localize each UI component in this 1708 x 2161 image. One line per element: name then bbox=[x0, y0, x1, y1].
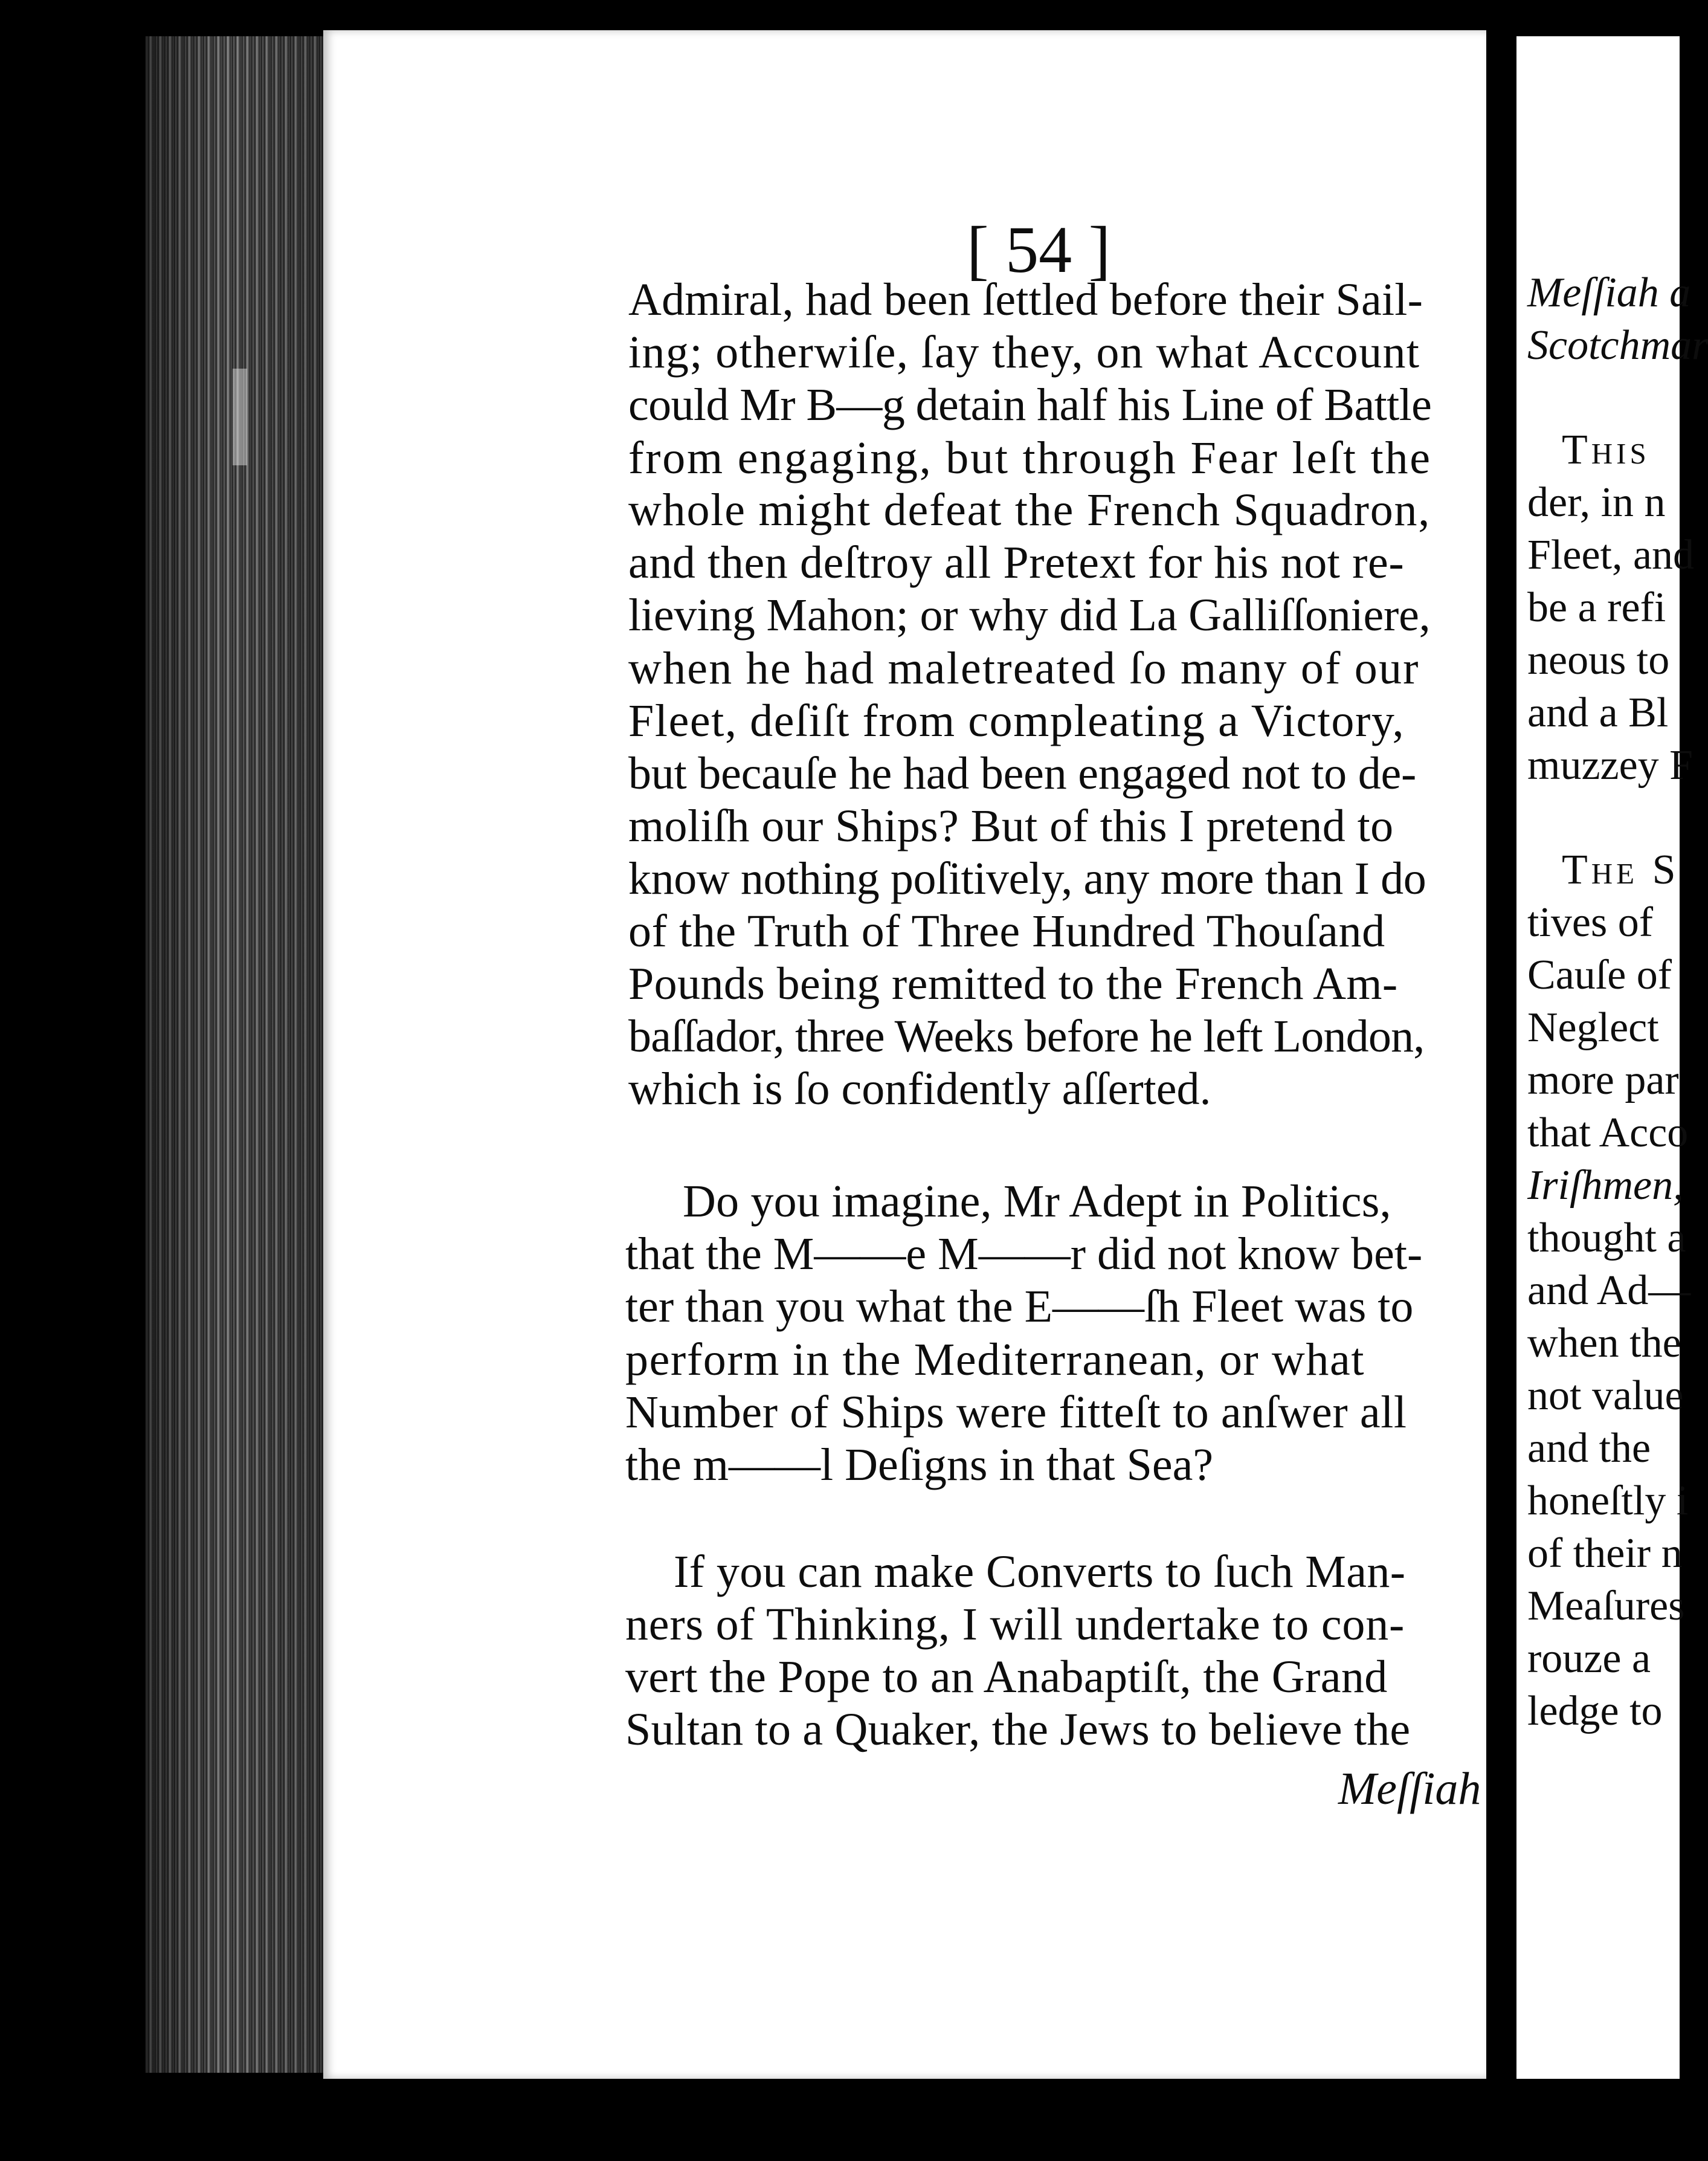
text-line: This bbox=[1562, 427, 1650, 473]
text-line: der, in n bbox=[1527, 479, 1666, 526]
text-line: Do you imagine, Mr Adept in Politics, bbox=[683, 1176, 1391, 1227]
text-line: honeſtly i bbox=[1527, 1478, 1689, 1524]
text-line: Admiral, had been ſettled before their Sail- bbox=[628, 274, 1423, 325]
book-edge-shadow bbox=[145, 36, 326, 2073]
text-line: lieving Mahon; or why did La Galliſſoniere, bbox=[628, 590, 1431, 641]
text-line: Fleet, deſiſt from compleating a Victory, bbox=[628, 696, 1405, 746]
text-line: rouze a bbox=[1527, 1635, 1651, 1682]
text-line: muzzey F bbox=[1527, 742, 1693, 789]
text-line: know nothing poſitively, any more than I do bbox=[628, 853, 1426, 904]
page-gutter bbox=[1486, 36, 1516, 2079]
text-line: be a refi bbox=[1527, 584, 1666, 631]
text-line: perform in the Mediterranean, or what bbox=[625, 1334, 1365, 1385]
text-line: but becauſe he had been engaged not to de- bbox=[628, 748, 1417, 799]
right-page bbox=[1516, 36, 1708, 2079]
text-line: and then deſtroy all Pretext for his not re- bbox=[628, 537, 1405, 588]
text-line: The S bbox=[1562, 847, 1680, 893]
text-line: Iriſhmen, bbox=[1527, 1162, 1684, 1209]
text-line: ter than you what the E——ſh Fleet was to bbox=[625, 1281, 1414, 1332]
text-line: Sultan to a Quaker, the Jews to believe the bbox=[625, 1704, 1411, 1755]
text-line: Fleet, and bbox=[1527, 532, 1695, 578]
text-line: more par bbox=[1527, 1057, 1679, 1103]
text-line: of their n bbox=[1527, 1530, 1683, 1577]
text-line: Scotchmar bbox=[1527, 322, 1708, 369]
text-line: when the bbox=[1527, 1320, 1681, 1366]
text-line: Number of Ships were fitteſt to anſwer all bbox=[625, 1387, 1407, 1438]
text-line: tives of bbox=[1527, 899, 1654, 946]
text-line: moliſh our Ships? But of this I pretend to bbox=[628, 801, 1394, 851]
text-line: vert the Pope to an Anabaptiſt, the Grand bbox=[625, 1652, 1388, 1702]
text-line: could Mr B—g detain half his Line of Battle bbox=[628, 380, 1432, 430]
text-line: Cauſe of bbox=[1527, 952, 1672, 998]
catchword: Meſſiah bbox=[1338, 1763, 1481, 1814]
spine-label-mark bbox=[233, 369, 247, 465]
text-line: from engaging, but through Fear leſt the bbox=[628, 433, 1432, 483]
page-number: [ 54 ] bbox=[967, 213, 1111, 286]
text-line: ledge to bbox=[1527, 1688, 1663, 1734]
text-line: that Acco bbox=[1527, 1110, 1689, 1156]
text-line: Meſſiah a bbox=[1527, 270, 1691, 316]
text-line: of the Truth of Three Hundred Thouſand bbox=[628, 906, 1385, 957]
text-line: and the bbox=[1527, 1425, 1651, 1471]
text-line: the m——l Deſigns in that Sea? bbox=[625, 1439, 1214, 1490]
text-line: Pounds being remitted to the French Am- bbox=[628, 958, 1398, 1009]
text-line: and a Bl bbox=[1527, 690, 1669, 736]
text-line: when he had maletreated ſo many of our bbox=[628, 643, 1420, 694]
text-line: thought a bbox=[1527, 1215, 1686, 1261]
text-line: If you can make Converts to ſuch Man- bbox=[674, 1546, 1406, 1597]
text-line: Meaſures bbox=[1527, 1583, 1685, 1629]
text-line: and Ad— bbox=[1527, 1267, 1691, 1314]
text-line: Neglect bbox=[1527, 1004, 1659, 1051]
text-line: baſſador, three Weeks before he left London, bbox=[628, 1011, 1425, 1062]
text-line: ners of Thinking, I will undertake to con- bbox=[625, 1599, 1405, 1650]
text-line: whole might defeat the French Squadron, bbox=[628, 485, 1431, 535]
text-line: ing; otherwiſe, ſay they, on what Account bbox=[628, 327, 1420, 378]
text-line: not value bbox=[1527, 1372, 1684, 1419]
text-line: which is ſo confidently aſſerted. bbox=[628, 1064, 1211, 1114]
text-line: neous to bbox=[1527, 637, 1670, 683]
text-line: that the M——e M——r did not know bet- bbox=[625, 1229, 1423, 1279]
